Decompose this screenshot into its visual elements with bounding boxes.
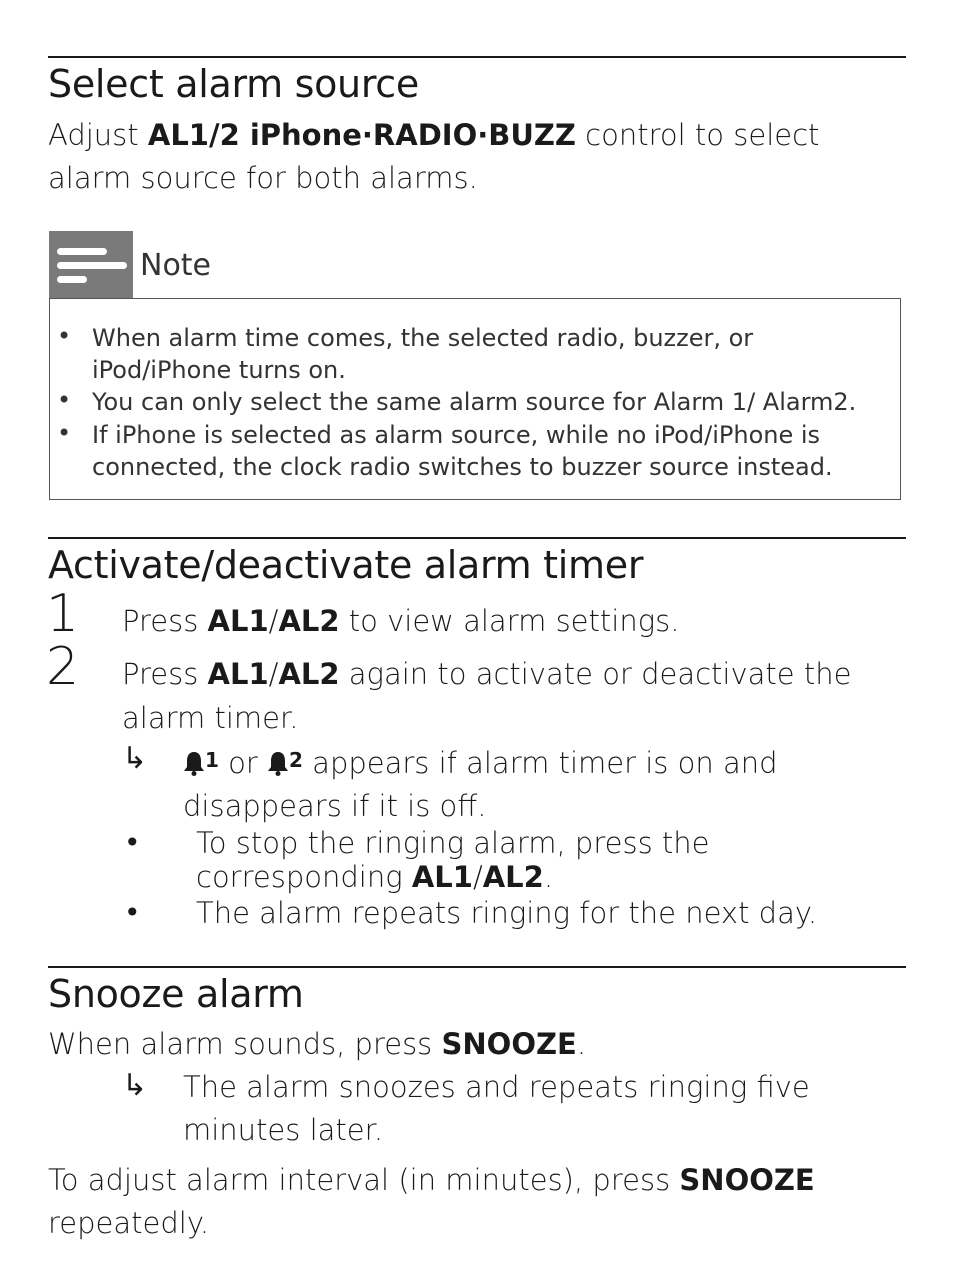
section-divider: [48, 56, 906, 58]
text: repeatedly.: [48, 1206, 210, 1240]
text: or: [218, 746, 268, 780]
button-name: AL1: [411, 860, 473, 894]
note-label: Note: [140, 248, 212, 283]
result-text: [183, 739, 913, 828]
button-name: SNOOZE: [441, 1027, 577, 1061]
text: control to select alarm source for both alarms.: [48, 118, 820, 195]
text: /: [472, 860, 483, 894]
bullet-text: [196, 826, 916, 894]
step-text: [122, 599, 912, 643]
alarm-bell-icon: [183, 750, 205, 776]
text: /: [268, 657, 279, 691]
result-arrow-icon: ↳: [122, 1068, 148, 1103]
text: .: [576, 1027, 587, 1061]
bullet: •: [124, 896, 141, 929]
snooze-interval-paragraph: [48, 1159, 828, 1245]
text: again to activate or deactivate the alarm timer.: [122, 657, 852, 735]
text: Adjust: [48, 118, 148, 152]
bullet: •: [57, 386, 72, 414]
section-title-activate-alarm: Activate/deactivate alarm timer: [48, 543, 644, 587]
bullet-text: The alarm repeats ringing for the next day.: [196, 896, 818, 930]
section-divider: [48, 537, 906, 539]
button-name: AL2: [278, 604, 340, 638]
button-name: SNOOZE: [679, 1163, 815, 1197]
section-divider: [48, 966, 906, 968]
text: To adjust alarm interval (in minutes), press: [48, 1163, 680, 1197]
button-name: AL1: [207, 604, 269, 638]
button-name: AL1: [207, 657, 269, 691]
bullet: •: [124, 826, 141, 859]
alarm-bell-icon: [267, 750, 289, 776]
section-title-snooze-alarm: Snooze alarm: [48, 972, 304, 1016]
text: Press: [122, 604, 208, 638]
result-arrow-icon: ↳: [122, 741, 148, 776]
bullet: •: [57, 322, 72, 350]
result-text: The alarm snoozes and repeats ringing five minutes later.: [183, 1070, 810, 1147]
text: Press: [122, 657, 208, 691]
text: When alarm sounds, press: [48, 1027, 442, 1061]
step-number: 2: [46, 637, 80, 697]
note-item: If iPhone is selected as alarm source, while no iPod/iPhone is connected, the clock radio switches to buzzer source instead.: [92, 421, 833, 481]
alarm2-indicator: 2: [289, 748, 303, 772]
note-item: You can only select the same alarm source for Alarm 1/ Alarm2.: [92, 388, 857, 416]
text: To stop the ringing alarm, press the corresponding: [196, 826, 710, 894]
select-source-paragraph: [48, 114, 908, 200]
button-name: AL2: [278, 657, 340, 691]
control-name: AL1/2 iPhone·RADIO·BUZZ: [147, 118, 576, 152]
bullet: •: [57, 419, 72, 447]
section-title-select-alarm-source: Select alarm source: [48, 62, 419, 106]
alarm1-indicator: 1: [205, 748, 219, 772]
button-name: AL2: [482, 860, 544, 894]
step-number: 1: [46, 584, 80, 644]
step-text: [122, 652, 912, 740]
note-item: When alarm time comes, the selected radio, buzzer, or iPod/iPhone turns on.: [92, 324, 754, 384]
note-icon: [49, 231, 133, 298]
text: .: [543, 860, 554, 894]
text: appears if alarm timer is on and disappears if it is off.: [183, 746, 778, 823]
snooze-paragraph: [48, 1023, 908, 1066]
text: to view alarm settings.: [339, 604, 680, 638]
text: /: [268, 604, 279, 638]
